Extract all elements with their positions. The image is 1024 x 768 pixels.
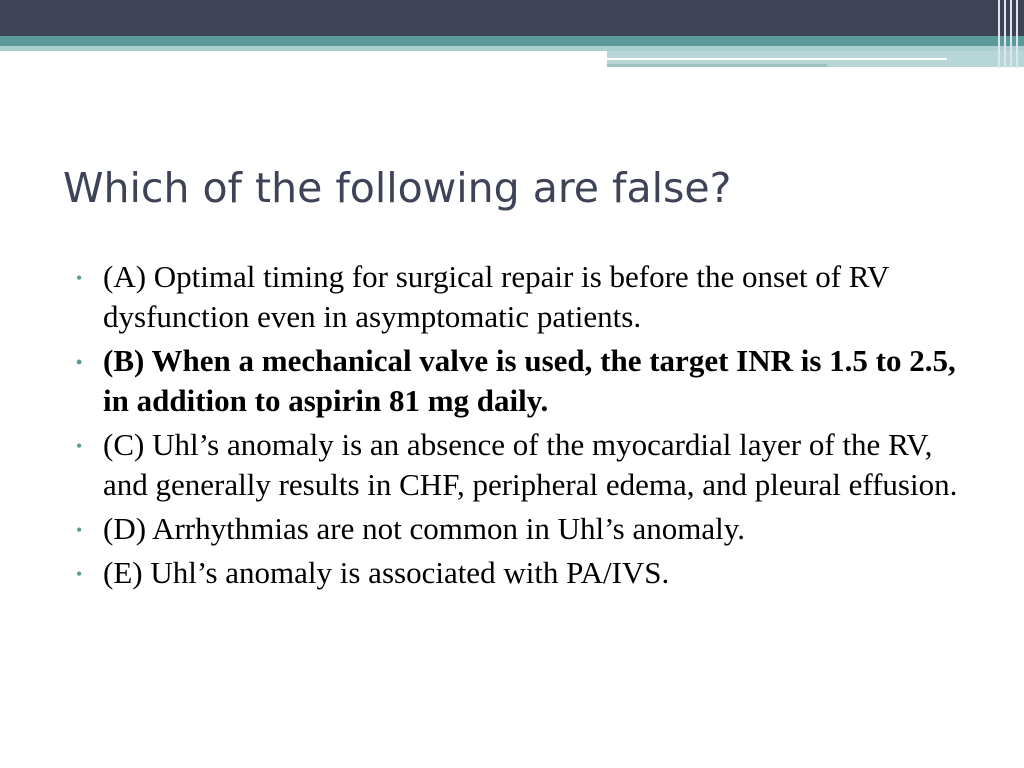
bullet-icon: • [76,352,83,372]
header-band-dark [0,0,1024,36]
bullet-text: (C) Uhl’s anomaly is an absence of the myocardial layer of the RV, and generally results in CHF, peripheral edema, and pleural effusion. [103,427,958,502]
bullet-item-c [74,425,974,505]
bullet-item-e [74,553,974,593]
header-stripes [994,0,1024,68]
bullet-item-d [74,509,974,549]
bullet-item-b [74,341,974,421]
bullet-icon: • [76,564,83,584]
bullet-list [74,257,974,597]
bullet-text: (D) Arrhythmias are not common in Uhl’s anomaly. [103,511,745,546]
header-band-teal [0,36,1024,46]
bullet-icon: • [76,268,83,288]
bullet-text: (A) Optimal timing for surgical repair is before the onset of RV dysfunction even in asymptomatic patients. [103,259,889,334]
bullet-text: (B) When a mechanical valve is used, the target INR is 1.5 to 2.5, in addition to aspirin 81 mg daily. [103,343,956,418]
bullet-text: (E) Uhl’s anomaly is associated with PA/IVS. [103,555,670,590]
bullet-icon: • [76,436,83,456]
bullet-item-a [74,257,974,337]
slide-title: Which of the following are false? [63,164,732,212]
bullet-icon: • [76,520,83,540]
header-band-step-low [607,64,827,67]
header-band-step-line [607,58,947,60]
